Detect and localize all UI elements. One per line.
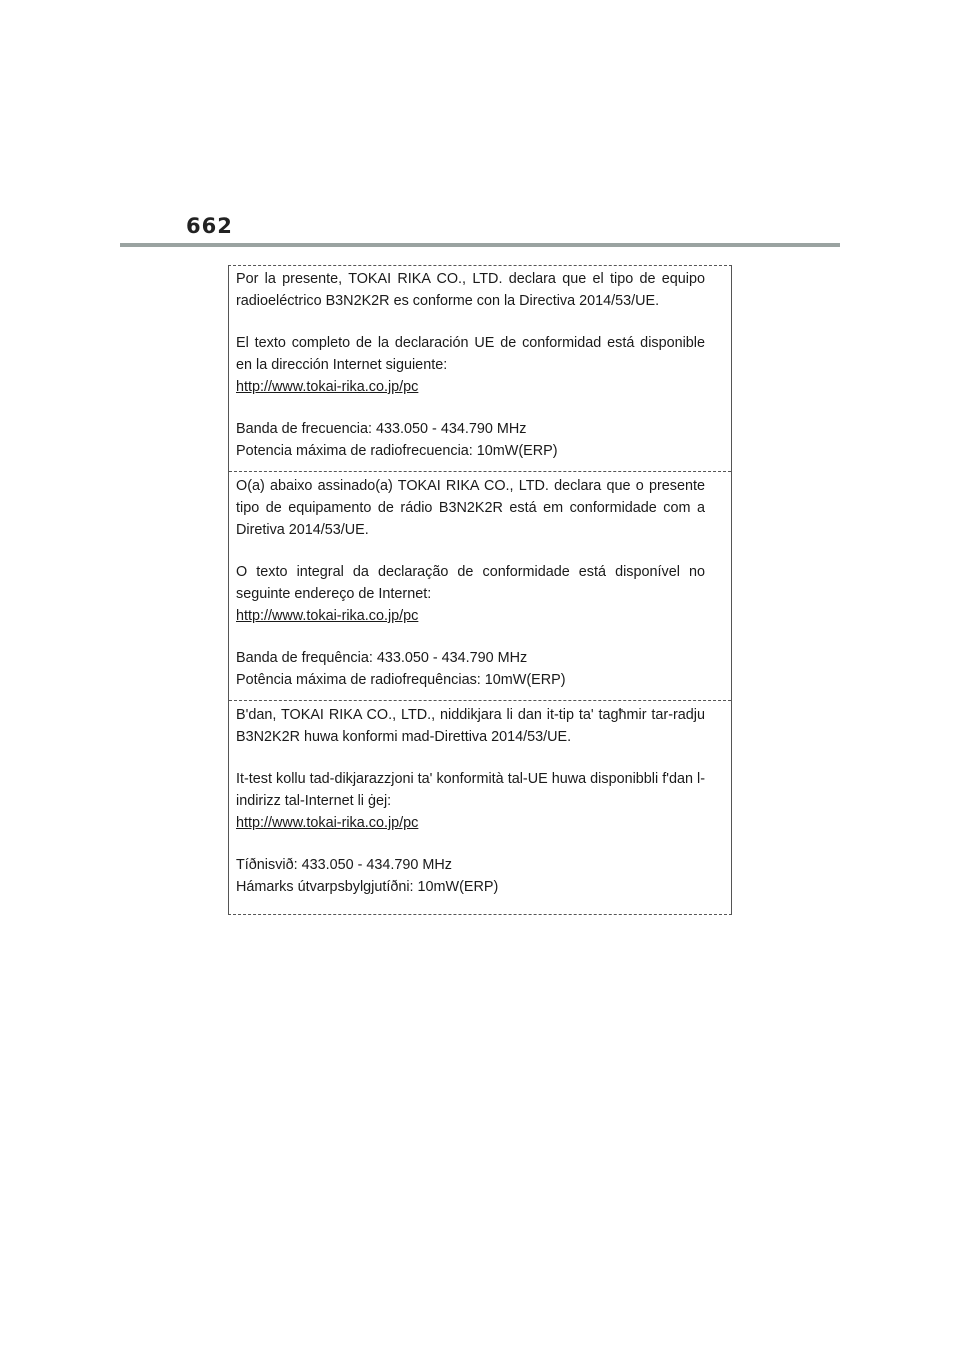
declaration-url-link[interactable]: http://www.tokai-rika.co.jp/pc <box>236 815 419 831</box>
paragraph-gap <box>236 312 705 332</box>
declaration-section-spanish <box>229 266 731 472</box>
max-power-text: Potencia máxima de radiofrecuencia: 10mW(ERP) <box>236 443 558 459</box>
declaration-section-portuguese <box>229 472 731 701</box>
max-power-text: Hámarks útvarpsbylgjutíðni: 10mW(ERP) <box>236 879 499 895</box>
declaration-section-maltese <box>229 701 731 914</box>
paragraph-gap <box>236 398 705 418</box>
paragraph-gap <box>236 541 705 561</box>
declaration-url-link[interactable]: http://www.tokai-rika.co.jp/pc <box>236 608 419 624</box>
declaration-text: Por la presente, TOKAI RIKA CO., LTD. declara que el tipo de equipo radioeléctrico B3N2K2R es conforme con la Directiva 2014/53/UE. <box>236 271 705 309</box>
paragraph-gap <box>236 834 705 854</box>
availability-text: It-test kollu tad-dikjarazzjoni ta' konformità tal-UE huwa disponibbli f'dan l-indirizz tal-Internet li ġej: <box>236 771 705 809</box>
paragraph-gap <box>236 748 705 768</box>
availability-text: El texto completo de la declaración UE de conformidad está disponible en la dirección Internet siguiente: <box>236 335 705 373</box>
page-number: 662 <box>186 214 233 238</box>
declaration-box <box>228 265 732 915</box>
frequency-band-text: Banda de frecuencia: 433.050 - 434.790 MHz <box>236 421 527 437</box>
paragraph-gap <box>236 627 705 647</box>
header-rule <box>120 243 840 247</box>
declaration-url-link[interactable]: http://www.tokai-rika.co.jp/pc <box>236 379 419 395</box>
declaration-text: B'dan, TOKAI RIKA CO., LTD., niddikjara li dan it-tip ta' tagħmir tar-radju B3N2K2R huwa konformi mad-Direttiva 2014/53/UE. <box>236 707 705 745</box>
frequency-band-text: Tíðnisvið: 433.050 - 434.790 MHz <box>236 857 452 873</box>
declaration-text: O(a) abaixo assinado(a) TOKAI RIKA CO., LTD. declara que o presente tipo de equipamento de rádio B3N2K2R está em conformidade com a Diretiva 2014/53/UE. <box>236 478 705 538</box>
frequency-band-text: Banda de frequência: 433.050 - 434.790 MHz <box>236 650 528 666</box>
availability-text: O texto integral da declaração de conformidade está disponível no seguinte endereço de Internet: <box>236 564 705 602</box>
max-power-text: Potência máxima de radiofrequências: 10mW(ERP) <box>236 672 566 688</box>
